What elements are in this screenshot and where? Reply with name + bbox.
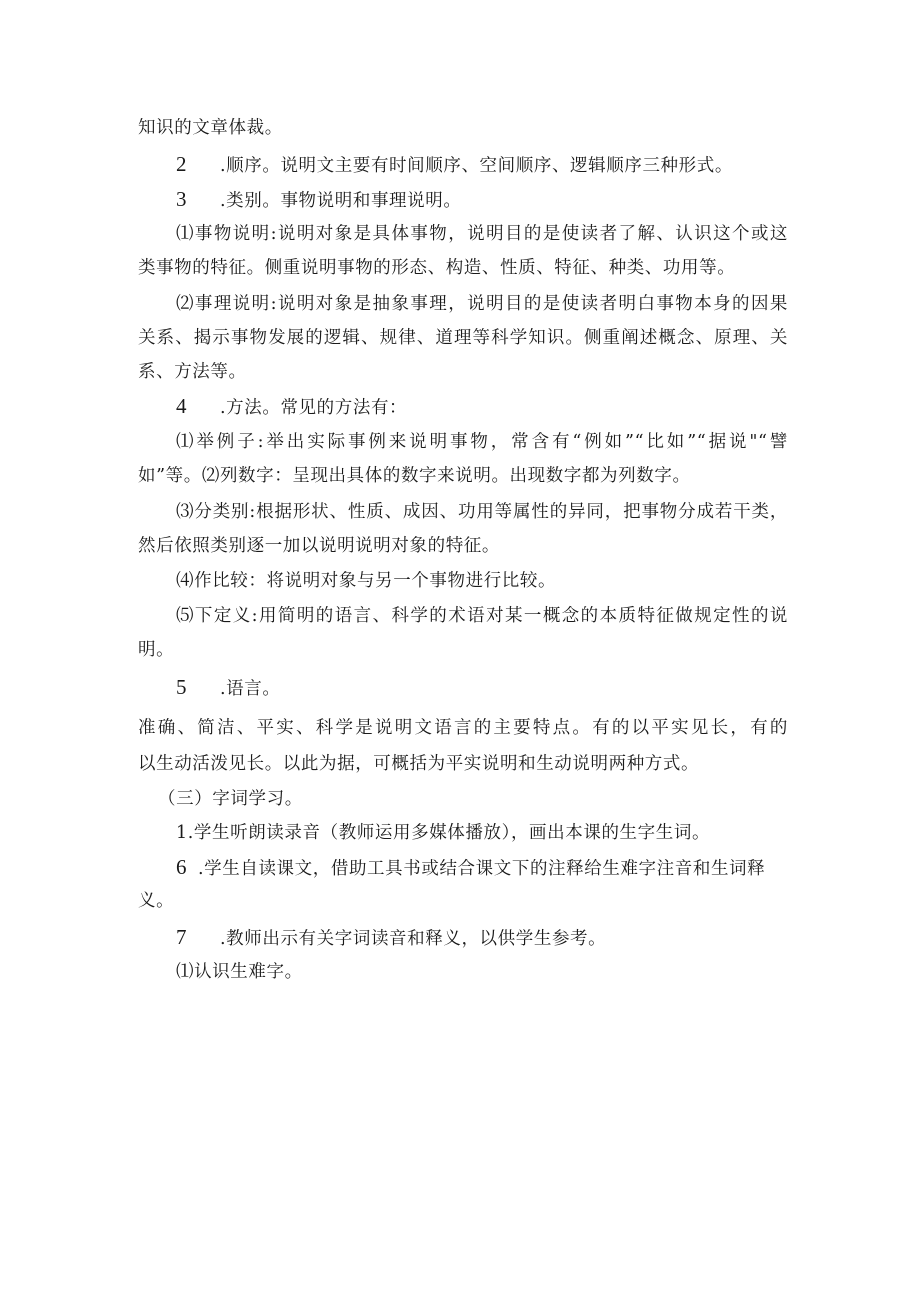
line-text: ⑴事物说明:说明对象是具体事物，说明目的是使读者了解、认识这个或这 xyxy=(176,224,788,244)
numbered-item-4 xyxy=(176,394,788,420)
item-text: .顺序。说明文主要有时间顺序、空间顺序、逻辑顺序三种形式。 xyxy=(220,156,733,176)
text-line xyxy=(176,222,788,246)
numbered-item-6 xyxy=(176,855,788,881)
heading-text: （三）字词学习。 xyxy=(158,789,303,809)
line-text: 然后依照类别逐一加以说明说明对象的特征。 xyxy=(138,536,500,556)
item-text: .类别。事物说明和事理说明。 xyxy=(220,191,462,211)
item-number: 7 xyxy=(176,925,188,949)
line-text: 系、方法等。 xyxy=(138,362,247,382)
item-text: .方法。常见的方法有： xyxy=(220,398,408,418)
text-line xyxy=(138,464,788,488)
line-text: ⑵事理说明:说明对象是抽象事理，说明目的是使读者明白事物本身的因果 xyxy=(176,294,788,314)
line-text: 以生动活泼见长。以此为据，可概括为平实说明和生动说明两种方式。 xyxy=(138,754,700,774)
text-line xyxy=(176,960,788,984)
item-number: 6 xyxy=(176,855,188,879)
item-text: .学生自读课文，借助工具书或结合课文下的注释给生难字注音和生词释 xyxy=(198,859,766,879)
line-text: ⑴认识生难字。 xyxy=(176,962,303,982)
item-number: 3 xyxy=(176,187,188,211)
numbered-item-5 xyxy=(176,675,788,701)
line-text: 类事物的特征。侧重说明事物的形态、构造、性质、特征、种类、功用等。 xyxy=(138,258,736,278)
item-text: .语言。 xyxy=(220,679,281,699)
text-line xyxy=(138,256,788,280)
text-line xyxy=(176,604,788,628)
line-text: ⑶分类别:根据形状、性质、成因、功用等属性的异同，把事物分成若干类， xyxy=(176,502,788,522)
line-text: 知识的文章体裁。 xyxy=(138,118,283,138)
item-number: 5 xyxy=(176,675,188,699)
line-text: ⑷作比较：将说明对象与另一个事物进行比较。 xyxy=(176,571,557,591)
line-text: ⑴举例子:举出实际事例来说明事物，常含有“例如”“比如”“据说"“譬 xyxy=(176,432,788,452)
line-text: 准确、简洁、平实、科学是说明文语言的主要特点。有的以平实见长，有的 xyxy=(138,718,788,738)
item-text: .教师出示有关字词读音和释义，以供学生参考。 xyxy=(220,929,607,949)
text-line xyxy=(138,889,788,913)
text-line xyxy=(138,752,788,776)
text-line xyxy=(138,116,788,140)
line-text: 关系、揭示事物发展的逻辑、规律、道理等科学知识。侧重阐述概念、原理、关 xyxy=(138,328,788,348)
text-line xyxy=(138,638,788,662)
numbered-item-7 xyxy=(176,925,788,951)
text-line xyxy=(138,326,788,350)
line-text: 明。 xyxy=(138,640,175,660)
line-text: 义。 xyxy=(138,891,175,911)
text-line xyxy=(176,430,788,454)
text-line xyxy=(138,360,788,384)
text-line xyxy=(176,569,788,593)
line-text: 如”等。⑵列数字：呈现出具体的数字来说明。出现数字都为列数字。 xyxy=(138,466,691,486)
item-number: 2 xyxy=(176,152,188,176)
text-line xyxy=(176,292,788,316)
section-heading xyxy=(158,787,808,811)
numbered-item-2 xyxy=(176,152,788,178)
text-line xyxy=(138,534,788,558)
line-text: ⑸下定义:用简明的语言、科学的术语对某一概念的本质特征做规定性的说 xyxy=(176,606,788,626)
text-line xyxy=(138,716,788,740)
line-text: 1.学生听朗读录音（教师运用多媒体播放），画出本课的生字生词。 xyxy=(176,823,711,843)
text-line xyxy=(176,821,788,845)
item-number: 4 xyxy=(176,394,188,418)
text-line xyxy=(176,500,788,524)
numbered-item-3 xyxy=(176,187,788,213)
